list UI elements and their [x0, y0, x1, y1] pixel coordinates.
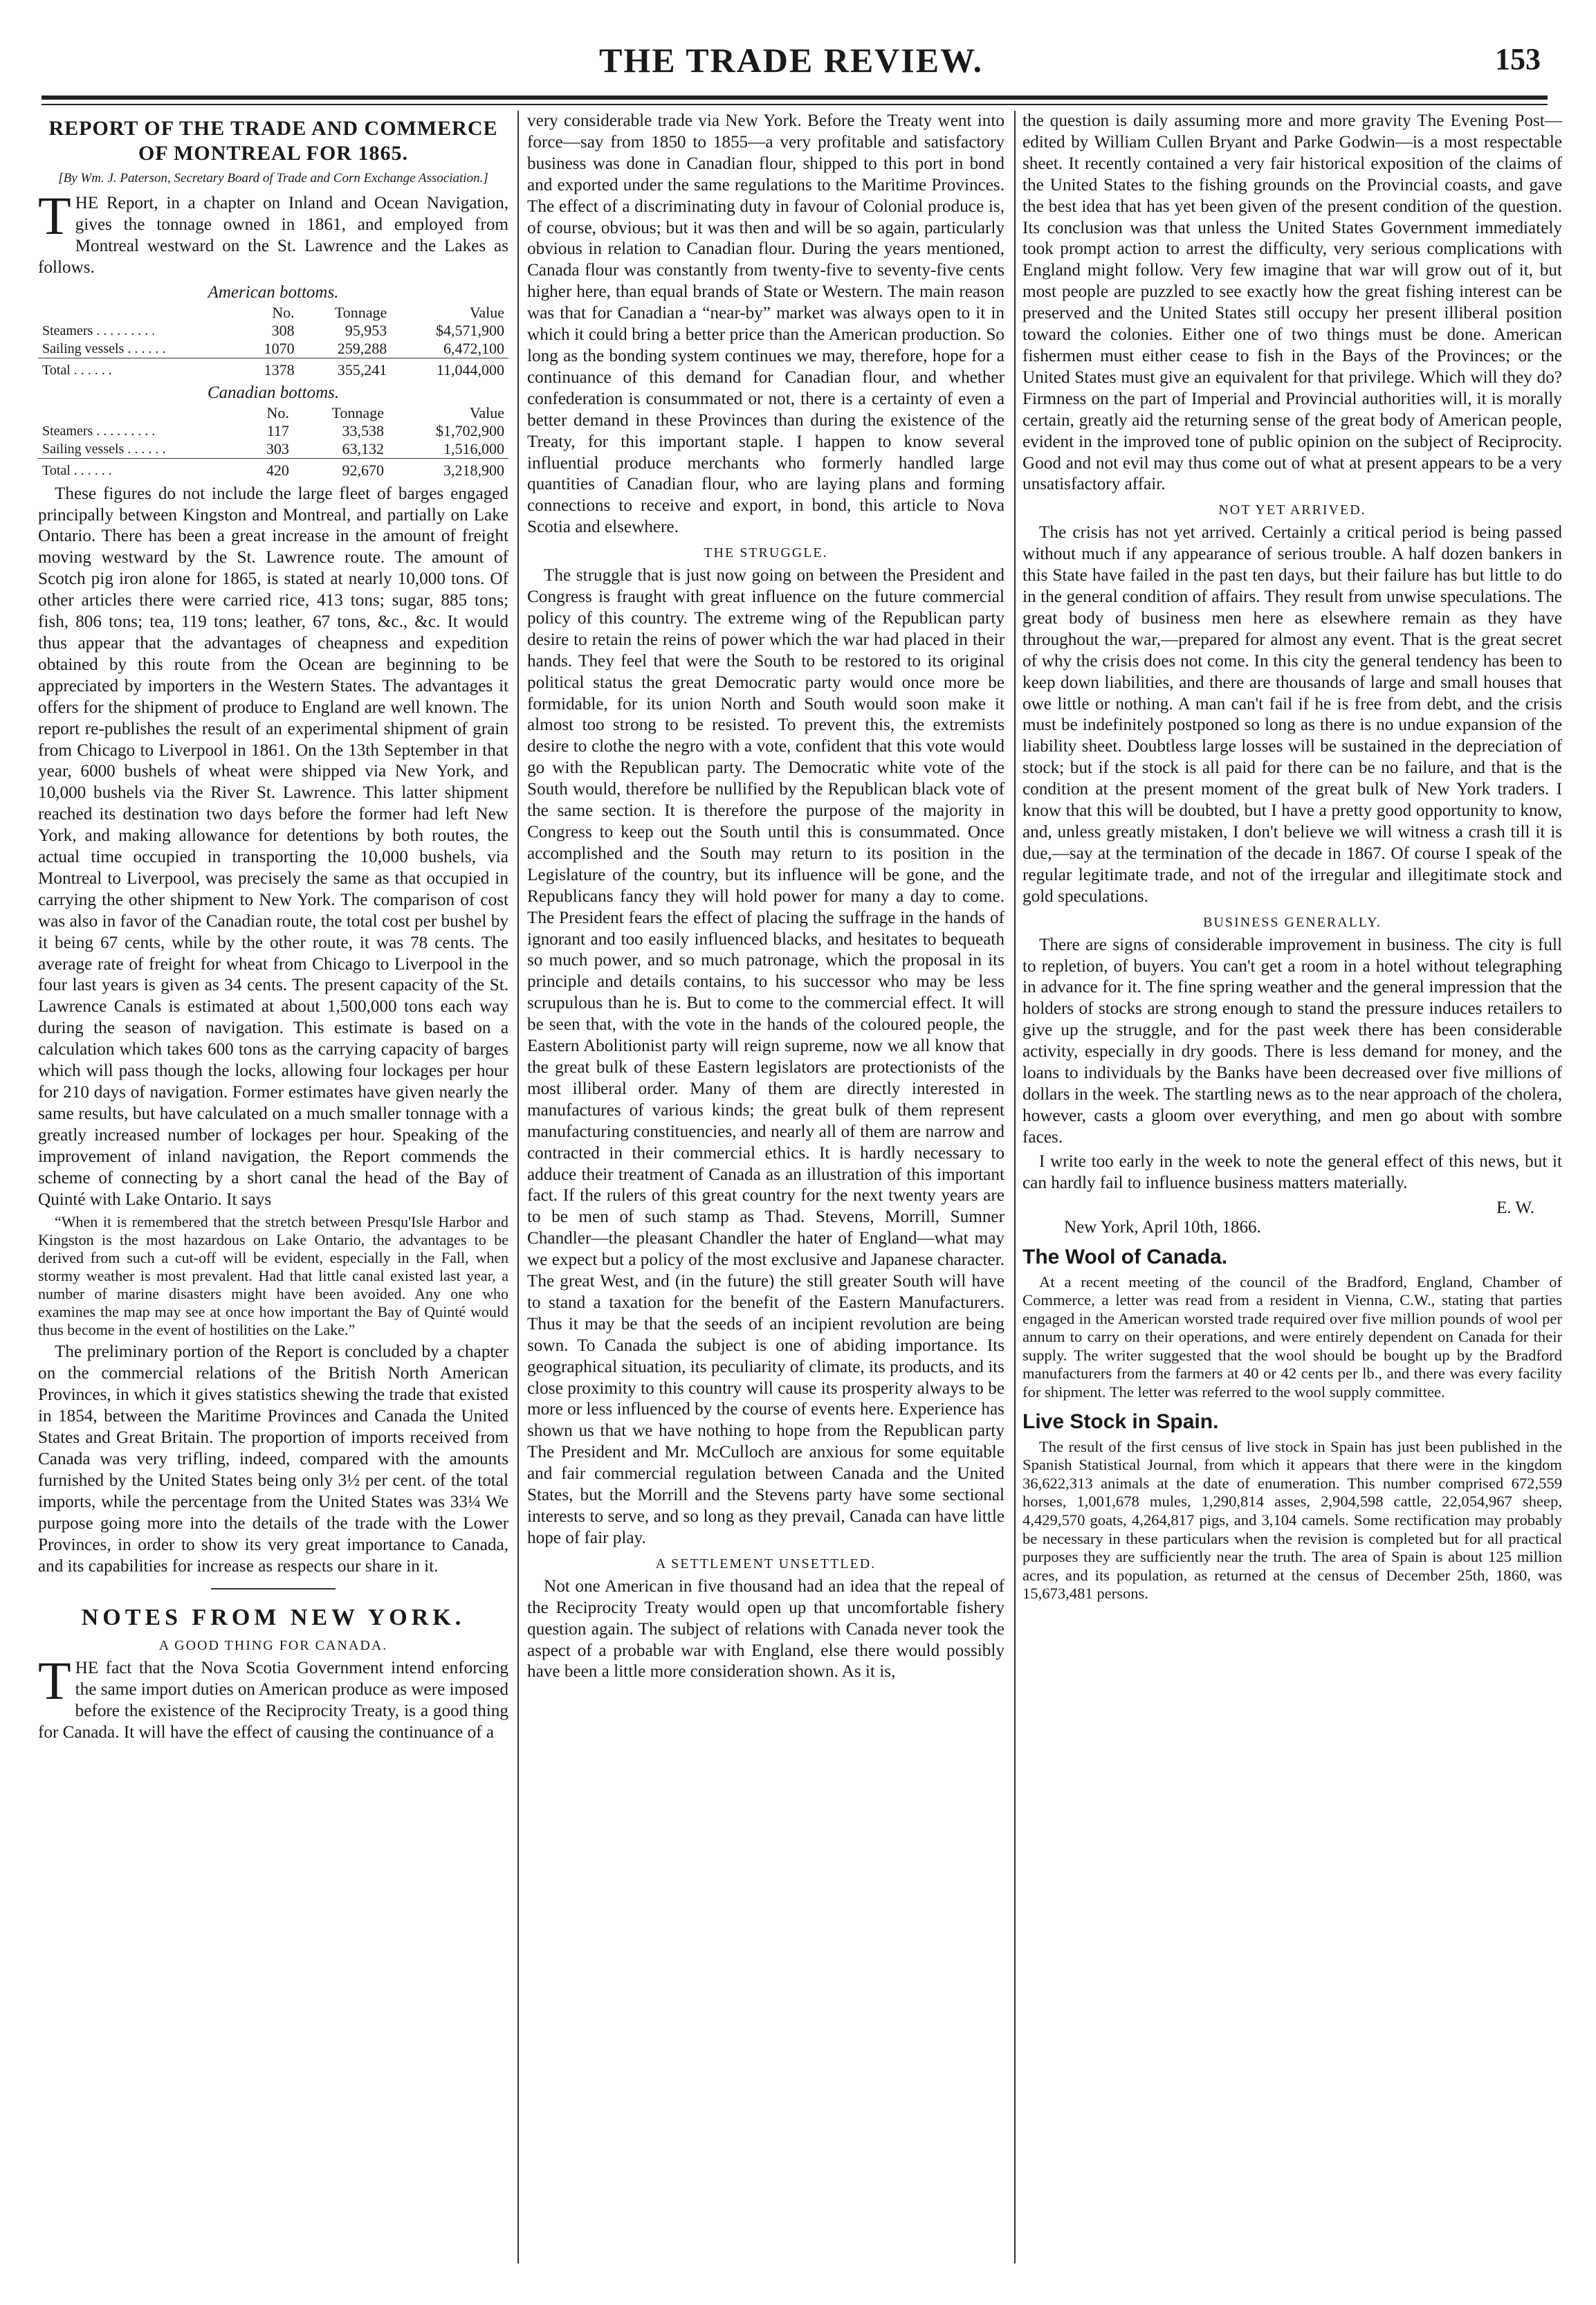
notes-paragraph: There are signs of considerable improvement in business. The city is full to repletion, of buyers. You can't get a room in a hotel without telegraphing in advance for it. The fine spring weather and the general impression that the holders of stocks are strong enough to stand the pressure induces retailers to give up the struggle, and for the past week there has been considerable activity, especially in dry goods. There is less demand for money, and the loans to individuals by the Banks have been decreased over five millions of dollars in the week. The startling news as to the near approach of the cholera, however, casts a gloom over everything, and men go about with sombre faces.: [1022, 935, 1562, 1147]
column-2: [527, 111, 1005, 2277]
page-title: THE TRADE REVIEW.: [599, 41, 983, 80]
section-heading: THE STRUGGLE.: [704, 545, 828, 561]
report-title: REPORT OF THE TRADE AND COMMERCE OF MONTREAL FOR 1865.: [48, 117, 498, 165]
column-header: No.: [266, 403, 289, 421]
signature: E. W.: [1496, 1198, 1534, 1217]
table-row: Sailing vessels . . . . . . 303 63,132 1,516,000: [42, 439, 504, 457]
report-paragraph: These figures do not include the large fleet of barges engaged principally between Kingston and Montreal, and partially on Lake Ontario. There has been a great increase in the amount of freight moving westward by the St. Lawrence route. The amount of Scotch pig iron alone for 1865, is stated at nearly 10,000 tons. Of other articles there were carried rice, 413 tons; sugar, 885 tons; fish, 806 tons; tea, 119 tons; leather, 67 tons, &c., &c. It would thus appear that the advantages of cheapness and expedition obtained by this route from the Ocean are beginning to be appreciated by importers in the Western States. The advantages it offers for the shipment of produce to England are well known. The report re-publishes the result of an experimental shipment of grain from Chicago to Liverpool in 1861. On the 13th September in that year, 6000 bushels of wheat were shipped via New York, and 10,000 bushels via the River St. Lawrence. This latter shipment reached its destination two days before the former had left New York, and making allowance for detentions by both routes, the actual time occupied in transporting the 10,000 bushels, via Montreal to Liverpool, was precisely the same as that occupied in carrying the other shipment to New York. The comparison of cost was also in favor of the Canadian route, the total cost per bushel by it being 67 cents, while by the other route, it was 78 cents. The average rate of freight for wheat from Chicago to Liverpool in the four last years is given as 34 cents. The present capacity of the St. Lawrence Canals is estimated at about 1,500,000 tons each way during the season of navigation. This estimate is based on a calculation which takes 600 tons as the carrying capacity of barges which will pass though the locks, allowing four lockages per hour for 210 days of navigation. Former estimates have given nearly the same results, but have calculated on a much smaller tonnage with a greatly increased number of lockages per hour. Speaking of the improvement of inland navigation, the Report commends the scheme of connecting by a short canal the head of the Bay of Quinté with Lake Ontario. It says: [38, 484, 508, 1209]
table-row: Steamers . . . . . . . . . 117 33,538 $1,702,900: [42, 421, 504, 439]
section-divider: [211, 1588, 336, 1589]
block-quote: [38, 1213, 508, 1339]
notes-paragraph: Not one American in five thousand had an idea that the repeal of the Reciprocity Treaty would open up that uncomfortable fishery question again. The subject of relations with Canada never took the aspect of a probable war with England, else there would possibly have been a little more consideration shown. As it is,: [527, 1576, 1005, 1682]
notes-paragraph: very considerable trade via New York. Before the Treaty went into force—say from 1850 to 1855—a very profitable and satisfactory business was done in Canadian flour, shipped to this port in bond and exported under the same regulations to the Maritime Provinces. The effect of a discriminating duty in favour of Colonial produce is, of course, obvious; but it was then and will be so again, particularly obvious in relation to Canadian flour. During the years mentioned, Canada flour was constantly from twenty-five to seventy-five cents higher here, than equal brands of State or Western. The main reason was that for Canadian a “near-by” market was always open to it in which it could bring a better price than the American production. So long as the bonding system continues we may, therefore, hope for a continuance of this demand for Canadian flour, and whether confederation is consummated or not, there is a certainty of even a better demand in these Provinces than during the existence of the Treaty, for this important staple. I happen to know several influential produce merchants who formerly handled large quantities of Canadian flour, who are laying plans and forming connections to receive and export, in bond, this article to Nova Scotia and elsewhere.: [527, 111, 1005, 537]
wool-article: [1022, 1273, 1562, 1402]
header-rule-thick: [42, 95, 1548, 100]
page-number: 153: [1495, 42, 1541, 76]
notes-paragraph: THE fact that the Nova Scotia Government intend enforcing the same import duties on American produce as were imposed before the existence of the Reciprocity Treaty, is a good thing for Canada. It will have the effect of causing the continuance of a: [38, 1650, 508, 1742]
notes-paragraph: the question is daily assuming more and more gravity The Evening Post—edited by William Cullen Bryant and Parke Godwin—is a most respectable sheet. It recently contained a very fair historical exposition of the claims of the United States to the fishing grounds on the Provincial coasts, and gave the best idea that has yet been given of the present condition of the question. Its conclusion was that unless the United States Government immediately took prompt action to arrest the difficulty, very serious complications with England might follow. Very few imagine that war will grow out of it, but most people are puzzled to see exactly how the great fishing interest can be preserved and the United States still occupy her present illiberal position toward the colonies. Either one of two things must be done. American fishermen must either cease to fish in the Bays of the Provinces; or the United States must give an equivalent for that privilege. Which will they do? Firmness on the part of Imperial and Provincial authorities will, it is morally certain, greatly aid the returning sense of the great body of American people, evident in the improved tone of public opinion on the subject of Reciprocity. Good and not evil may thus come out of what at present appears to be a very unsatisfactory affair.: [1022, 111, 1562, 494]
header-rule-thin: [42, 104, 1548, 105]
table-row: Sailing vessels . . . . . . 1070 259,288 6,472,100: [42, 339, 504, 357]
dateline: New York, April 10th, 1866.: [1064, 1217, 1261, 1237]
notes-paragraph: The crisis has not yet arrived. Certainly a critical period is being passed without much if any appearance of serious trouble. A half dozen bankers in this State have failed in the past ten days, but their failure has but little to do in the general condition of affairs. They result from unwise speculations. The great body of business men here as elsewhere remain as they have throughout the war,—prepared for almost any event. That is the great secret of why the crisis does not come. In this city the general tendency has been to keep down liabilities, and there are thousands of large and small houses that owe little or nothing. A man can't fail if he is free from debt, and the crisis must be indefinitely postponed so long as there is no undue expansion of the liability sheet. Doubtless large losses will be sustained in the depreciation of stock; but if the stock is all paid for there can be no failure, and that is the condition at the present moment of the great bulk of New York traders. I know that this will be doubted, but I have a pretty good opportunity to know, and, unless greatly mistaken, I don't believe we will witness a crash till it is due,—say at the termination of the decade in 1867. Of course I speak of the regular legitimate trade, and not of the irregular and illegitimate stock and gold speculations.: [1022, 523, 1562, 906]
report-paragraph: The preliminary portion of the Report is concluded by a chapter on the commercial relations of the British North American Provinces, in which it gives statistics shewing the trade that existed in 1854, between the Maritime Provinces and Canada the United States and Great Britain. The proportion of imports received from Canada was very trifling, indeed, compared with the amounts furnished by the United States being only 3½ per cent. of the total imports, while the percentage from the United States was 33¼ We purpose going more into the details of the trade with the Lower Provinces, in order to show its very great importance to Canada, and its capabilities for increase as respects our share in it.: [38, 1342, 508, 1576]
table-header-row: [38, 404, 508, 422]
column-3: [1022, 111, 1562, 2277]
column-1: [38, 111, 508, 2277]
wool-paragraph: At a recent meeting of the council of the Bradford, England, Chamber of Commerce, a letter was read from a resident in Vienna, C.W., stating that parties engaged in the American worsted trade required over five million pounds of wool per annum to carry on their operations, and were entirely dependent on Canada for their supply. The writer suggested that the wool should be bought up by the Bradford manufacturers from the farmers at 40 or 42 cents per lb., and there was every facility for shipment. The letter was referred to the wool supply committee.: [1022, 1273, 1562, 1401]
drop-cap: T: [38, 185, 71, 246]
notes-title: NOTES FROM NEW YORK.: [81, 1605, 466, 1631]
table-total-row: Total . . . . . . 1378 355,241 11,044,000: [38, 358, 508, 379]
drop-cap: T: [38, 1650, 71, 1711]
notes-paragraph: I write too early in the week to note the general effect of this news, but it can hardly fail to influence business matters materially.: [1022, 1151, 1562, 1192]
livestock-heading: Live Stock in Spain.: [1022, 1410, 1219, 1433]
table-caption: Canadian bottoms.: [207, 383, 340, 402]
running-head: [28, 35, 1554, 83]
column-header: Tonnage: [331, 403, 384, 421]
notes-paragraph: The struggle that is just now going on between the President and Congress is fraught with great influence on the future commercial policy of this country. The extreme wing of the Republican party desire to retain the reins of power which the war had placed in their hands. They feel that were the South to be restored to its original political status the great Democratic party would once more be formidable, for its union North and South would soon make it almost too strong to be resisted. To prevent this, the extremists desire to clothe the negro with a vote, confident that this vote would go with the Republican party. The Democratic white vote of the South would, therefore be nullified by the Republican black vote of the same section. It is therefore the purpose of the majority in Congress to keep out the South until this is consummated. Once accomplished and the South may return to its position in the Legislature of the country, but its influence will be gone, and the Republicans fancy they will hold power for many a day to come. The President fears the effect of placing the suffrage in the hands of ignorant and too easily influenced blacks, and hesitates to bequeath so much power, and so much patronage, which the proposal in its principle and details contains, to his successor who may be less scrupulous than he is. But to come to the commercial effect. It will be seen that, with the vote in the hands of the coloured people, the Eastern Abolitionist party will reign supreme, now we all know that the great bulk of these Eastern legislators are protectionists of the most illiberal order. Many of them are directly interested in manufactures of various kinds; the great bulk of them represent manufacturing constituencies, and nearly all of them are narrow and contracted in their commercial ethics. It is hardly necessary to adduce their treatment of Canada as an illustration of this important fact. If the rulers of this great country for the next twenty years are to be men of such stamp as Thad. Stevens, Morrill, Sumner Chandler—the pleasant Chandler the hater of England—what may we expect but a policy of the most exclusive and Japanese character. The great West, and (in the future) the still greater South will have to stand a taxation for the benefit of the Eastern Manufacturers. Thus it may be that the seeds of an incipient revolution are being sown. To Canada the subject is one of abiding importance. Its geographical situation, its peculiarity of climate, its products, and its close proximity to this country will cause its prosperity always to be more or less influenced by the course of events here. Experience has shown us that we have nothing to hope from the Republican party The President and Mr. McCulloch are anxious for some equitable and fair commercial regulation between Canada and the United States, but the Morrill and the Stevens party have some sectional interests to serve, and so long as they prevail, Canada can have little hope of fair play.: [527, 566, 1005, 1547]
livestock-article: [1022, 1438, 1562, 1603]
column-divider: [517, 111, 519, 2263]
canadian-bottoms-table: [38, 404, 508, 480]
column-divider: [1014, 111, 1016, 2263]
american-bottoms-table: [38, 304, 508, 379]
notes-subtitle: A GOOD THING FOR CANADA.: [158, 1638, 388, 1654]
report-byline: [By Wm. J. Paterson, Secretary Board of Trade and Corn Exchange Association.]: [58, 171, 488, 185]
column-header: No.: [272, 303, 295, 321]
column-header: Value: [469, 303, 504, 321]
column-header: Tonnage: [334, 303, 387, 321]
livestock-paragraph: The result of the first census of live stock in Spain has just been published in the Spanish Statistical Journal, from which it appears that there were in the kingdom 36,622,313 animals at the date of enumeration. This number comprised 672,559 horses, 1,001,678 mules, 1,290,814 asses, 2,904,598 cattle, 22,054,967 sheep, 4,429,570 goats, 4,264,817 pigs, and 3,104 camels. Some rectification may probably be necessary in these particulars when the revision is completed but for all practical purposes they are sufficiently near the truth. The area of Spain is about 125 million acres, and its population, as returned at the census of December 25th, 1860, was 15,673,481 persons.: [1022, 1437, 1562, 1603]
table-total-row: Total . . . . . . 420 92,670 3,218,900: [38, 458, 508, 480]
table-caption: American bottoms.: [208, 282, 339, 302]
section-heading: BUSINESS GENERALLY.: [1203, 914, 1382, 930]
table-row: Steamers . . . . . . . . . 308 95,953 $4,571,900: [42, 321, 504, 339]
report-paragraph: THE Report, in a chapter on Inland and Ocean Navigation, gives the tonnage owned in 1861, and employed from Montreal westward on the St. Lawrence and the Lakes as follows.: [38, 185, 508, 277]
table-header-row: [38, 304, 508, 322]
section-heading: A SETTLEMENT UNSETTLED.: [655, 1556, 877, 1571]
section-heading: NOT YET ARRIVED.: [1218, 502, 1366, 518]
wool-heading: The Wool of Canada.: [1022, 1245, 1228, 1268]
quote-paragraph: “When it is remembered that the stretch between Presqu'Isle Harbor and Kingston is the most hazardous on Lake Ontario, the advantages to be derived from such a cut-off will be evident, especially in the Fall, when stormy weather is most prevalent. Had that little canal existed last year, a number of marine disasters might have been avoided. Any one who examines the map may see at once how important the Bay of Quinté would thus become in the event of hostilities on the Lake.”: [38, 1213, 508, 1339]
column-header: Value: [469, 403, 504, 421]
